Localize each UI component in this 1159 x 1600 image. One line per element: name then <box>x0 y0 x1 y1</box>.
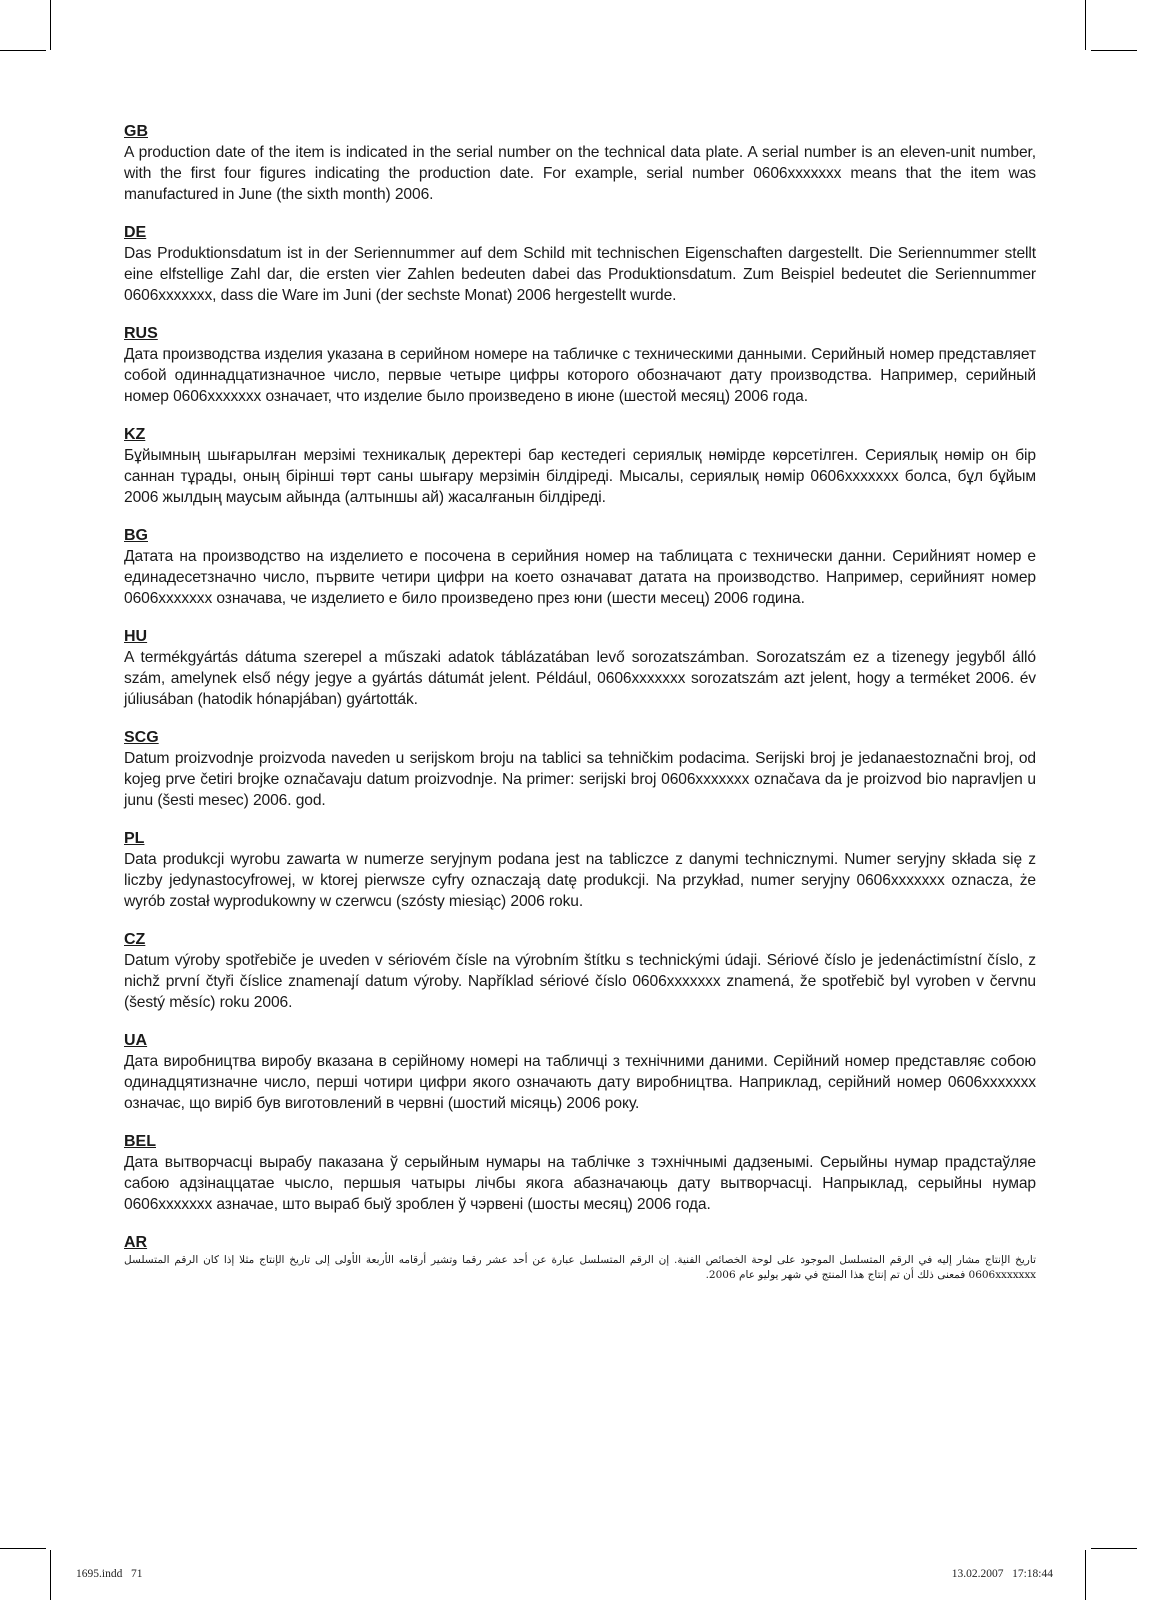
language-heading: SCG <box>124 729 159 746</box>
language-heading: BEL <box>124 1133 156 1150</box>
section-scg <box>124 727 1036 811</box>
section-de <box>124 222 1036 306</box>
footer-file-info: 1695.indd 71 <box>76 1568 143 1580</box>
crop-mark-bottom-left-vertical <box>50 1550 51 1600</box>
language-heading: KZ <box>124 426 146 443</box>
section-text: Datum výroby spotřebiče je uveden v sériovém čísle na výrobním štítku s technickými údaji. Sériové číslo je jedenáctimístní číslo, z nichž první čtyři číslice znamenají datum výroby. Například sériové číslo 0606xxxxxxx znamená, že spotřebič byl vyroben v červnu (šestý měsíc) roku 2006. <box>124 952 1036 1011</box>
language-heading: UA <box>124 1032 148 1049</box>
language-heading: PL <box>124 830 145 847</box>
section-text: Data produkcji wyrobu zawarta w numerze seryjnym podana jest na tabliczce z danymi technicznymi. Numer seryjny składa się z liczby jedynastocyfrowej, w ktorej pierwsze cyfry oznaczają datę produkcji. Na przykład, numer seryjny 0606xxxxxxx oznacza, że wyrób został wyprodukowny w czerwcu (szósty miesiąc) 2006 roku. <box>124 851 1036 910</box>
crop-mark-top-left-vertical <box>50 0 51 50</box>
section-text: Datum proizvodnje proizvoda naveden u serijskom broju na tablici sa tehničkim podacima. Serijski broj je jedanaestoznačni broj, od kojeg prve četiri brojke označavaju datum proizvodnje. Na primer: serijski broj 0606xxxxxxx označava da je proizvod bio napravljen u junu (šesti mesec) 2006. god. <box>124 750 1036 809</box>
language-heading: CZ <box>124 931 146 948</box>
section-ar <box>124 1232 1036 1283</box>
document-body <box>124 121 1036 1300</box>
section-hu <box>124 626 1036 710</box>
crop-mark-top-left-horizontal <box>0 50 46 51</box>
section-text: Дата виробництва виробу вказана в серійному номері на табличці з технічними даними. Серійний номер представляє собою одинадцятизначне число, перші чотири цифри якого означають дату виробництва. Наприклад, серійний номер 0606xxxxxxx означає, що виріб був виготовлений в червні (шостий місяць) 2006 року. <box>124 1053 1036 1112</box>
language-heading: DE <box>124 224 147 241</box>
section-text: Das Produktionsdatum ist in der Seriennummer auf dem Schild mit technischen Eigenschaften dargestellt. Die Seriennummer stellt eine elfstellige Zahl dar, die ersten vier Zahlen bedeuten dabei das Produktionsdatum. Zum Beispiel bedeutet die Seriennummer 0606xxxxxxx, dass die Ware im Juni (der sechste Monat) 2006 hergestellt wurde. <box>124 245 1036 304</box>
section-cz <box>124 929 1036 1013</box>
section-text: Датата на производство на изделието е посочена в серийния номер на таблицата с технически данни. Серийният номер е единадесетзначно число, първите четири цифри на което означават датата на производство. Например, серийният номер 0606xxxxxxx означава, че изделието е било произведено през юни (шести месец) 2006 година. <box>124 548 1036 607</box>
section-text: A production date of the item is indicated in the serial number on the technical data plate. A serial number is an eleven-unit number, with the first four figures indicating the production date. For example, serial number 0606xxxxxxx means that the item was manufactured in June (the sixth month) 2006. <box>124 144 1036 203</box>
crop-mark-bottom-right-vertical <box>1085 1550 1086 1600</box>
footer-datetime: 13.02.2007 17:18:44 <box>951 1568 1053 1580</box>
section-text-arabic: تاريخ الإنتاج مشار إليه في الرقم المتسلسل الموجود على لوحة الخصائص الفنية. إن الرقم المتسلسل عبارة عن أحد عشر رقما وتشير أرقامه الأربعة الأولى إلى تاريخ الإنتاج مثلا إذا كان الرقم المتسلسل 0606xxxxxxx فمعنى ذلك أن تم إنتاج هذا المنتج في شهر يوليو عام 2006. <box>124 1254 1036 1281</box>
crop-mark-bottom-left-horizontal <box>0 1548 46 1549</box>
language-heading: RUS <box>124 325 158 342</box>
section-kz <box>124 424 1036 508</box>
crop-mark-bottom-right-horizontal <box>1091 1548 1137 1549</box>
section-rus <box>124 323 1036 407</box>
section-bg <box>124 525 1036 609</box>
crop-mark-top-right-horizontal <box>1091 50 1137 51</box>
section-gb <box>124 121 1036 205</box>
section-text: Бұйымның шығарылған мерзімі техникалық деректері бар кестедегі сериялық нөмірде көрсетілген. Сериялық нөмір он бір саннан тұрады, оның бірінші төрт саны шығару мерзімін білдіреді. Мысалы, сериялық нөмір 0606xxxxxxx болса, бұл бұйым 2006 жылдың маусым айында (алтыншы ай) жасалғанын білдіреді. <box>124 447 1036 506</box>
section-text: Дата вытворчасці вырабу паказана ў серыйным нумары на таблічке з тэхнічнымі дадзенымі. Серыйны нумар прадстаўляе сабою адзінаццатае чысло, першыя чатыры лічбы якога абазначаюць дату вытворчасці. Напрыклад, серыйны нумар 0606xxxxxxx азначае, што выраб быў зроблен ў чэрвені (шосты месяц) 2006 года. <box>124 1154 1036 1213</box>
section-text: A termékgyártás dátuma szerepel a műszaki adatok táblázatában levő sorozatszámban. Sorozatszám ez a tizenegy jegyből álló szám, amelynek első négy jegye a gyártás dátumát jelent. Például, 0606xxxxxxx sorozatszám azt jelent, hogy a terméket 2006. év júliusában (hatodik hónapjában) gyártották. <box>124 649 1036 708</box>
section-pl <box>124 828 1036 912</box>
crop-mark-top-right-vertical <box>1085 0 1086 50</box>
language-heading: HU <box>124 628 148 645</box>
language-heading: AR <box>124 1234 148 1251</box>
section-bel <box>124 1131 1036 1215</box>
section-text: Дата производства изделия указана в серийном номере на табличке с техническими данными. Серийный номер представляет собой одиннадцатизначное число, первые четыре цифры которого обозначают дату производства. Например, серийный номер 0606xxxxxxx означает, что изделие было произведено в июне (шестой месяц) 2006 года. <box>124 346 1036 405</box>
section-ua <box>124 1030 1036 1114</box>
language-heading: GB <box>124 123 148 140</box>
language-heading: BG <box>124 527 148 544</box>
